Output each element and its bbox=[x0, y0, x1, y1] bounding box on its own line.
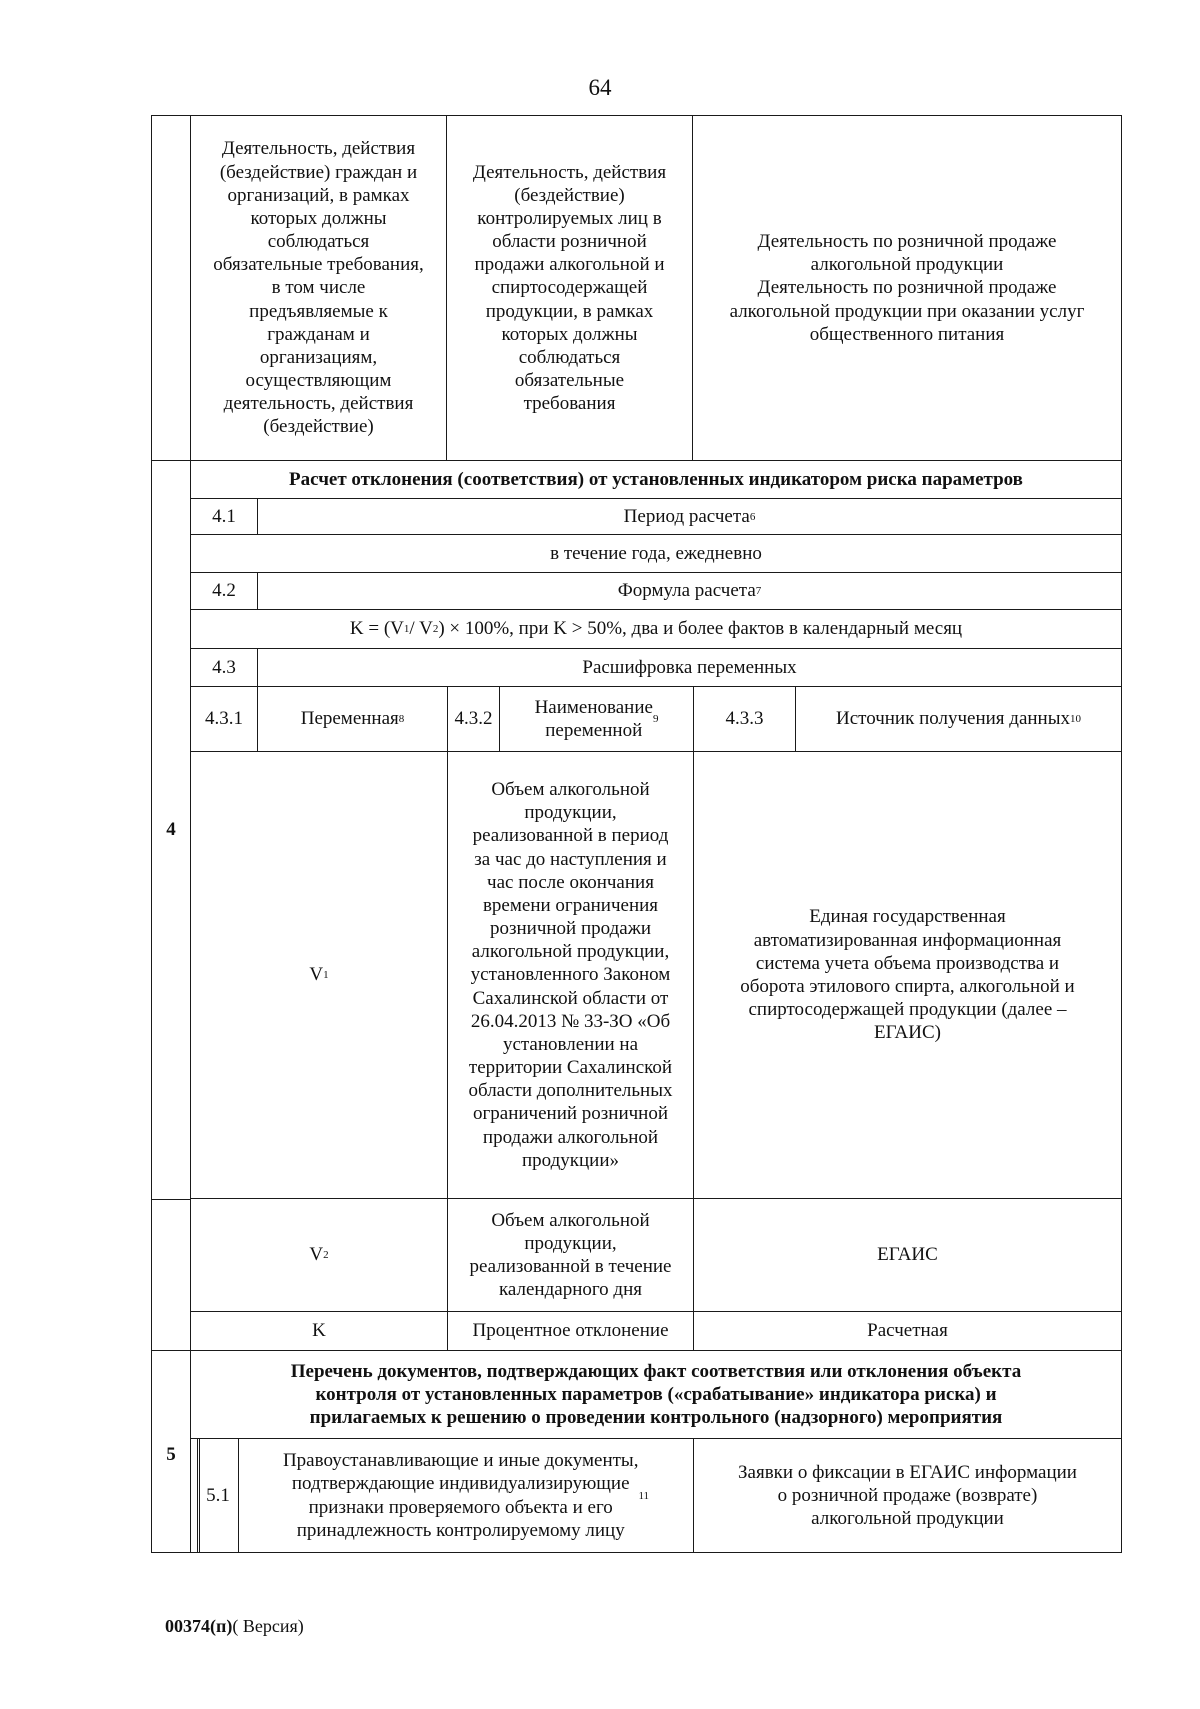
s41-value: в течение года, ежедневно bbox=[190, 534, 1122, 573]
activity-types-cell: Деятельность по розничной продаже алкогольной продукции Деятельность по розничной продаже алкогольной продукции при оказании услуг общественного питания bbox=[692, 115, 1122, 461]
v2-name: V 2 bbox=[190, 1198, 448, 1312]
h432-number: 4.3.2 bbox=[447, 686, 500, 752]
h431-label-text: Переменная bbox=[300, 708, 399, 730]
section5-number-text: 5 bbox=[166, 1444, 176, 1465]
v1-description: Объем алкогольной продукции, реализованной в период за час до наступления и час после окончания времени ограничения розничной продажи алкогольной продукции, установленного Законом Сахалинской области от 26.04.2013 № 33-ЗО «Об установлении на территории Сахалинской области дополнительных ограничений розничной продажи алкогольной продукции» bbox=[447, 751, 694, 1199]
v1-source: Единая государственная автоматизированная информационная система учета объема производства и оборота этилового спирта, алкогольной и спиртосодержащей продукции (далее – ЕГАИС) bbox=[693, 751, 1122, 1199]
h432-label-text: Наименование переменной bbox=[534, 696, 653, 741]
formula-rest: ) × 100%, при K > 50%, два и более фактов в календарный месяц bbox=[438, 618, 963, 640]
h433-number: 4.3.3 bbox=[693, 686, 796, 752]
h431-number: 4.3.1 bbox=[190, 686, 258, 752]
document-footer bbox=[165, 1616, 304, 1638]
section4-title: Расчет отклонения (соответствия) от установленных индикатором риска параметров bbox=[190, 460, 1122, 499]
s42-label-text: Формула расчета bbox=[617, 580, 756, 602]
s41-label: Период расчета 6 bbox=[257, 498, 1122, 535]
v2-name-text: V bbox=[309, 1244, 324, 1266]
k-source: Расчетная bbox=[693, 1311, 1122, 1351]
h433-label: Источник получения данных 10 bbox=[795, 686, 1122, 752]
k-name: K bbox=[190, 1311, 448, 1351]
top-row-number-cell bbox=[151, 115, 191, 461]
s42-number: 4.2 bbox=[190, 572, 258, 610]
s51-documents-text: Правоустанавливающие и иные документы, подтверждающие индивидуализирующие признаки проверяемого объекта и его принадлежность контролируемому лицу bbox=[282, 1450, 639, 1541]
document-version: ( Версия) bbox=[232, 1616, 304, 1636]
s51-documents: Правоустанавливающие и иные документы, подтверждающие индивидуализирующие признаки проверяемого объекта и его принадлежность контролируемому лицу 11 bbox=[238, 1438, 694, 1553]
section5-number bbox=[151, 1350, 191, 1553]
s42-label: Формула расчета 7 bbox=[257, 572, 1122, 610]
s43-number: 4.3 bbox=[190, 648, 258, 687]
section4-number-lower bbox=[151, 1199, 191, 1351]
v1-name: V 1 bbox=[190, 751, 448, 1199]
s41-label-text: Период расчета bbox=[623, 505, 750, 527]
section5-title: Перечень документов, подтверждающих факт соответствия или отклонения объекта контроля от установленных параметров («срабатывание» индикатора риска) и прилагаемых к решению о проведении контрольного (надзорного) мероприятия bbox=[190, 1350, 1122, 1439]
k-description: Процентное отклонение bbox=[447, 1311, 694, 1351]
h433-label-text: Источник получения данных bbox=[835, 708, 1070, 730]
s51-requests: Заявки о фиксации в ЕГАИС информации о розничной продаже (возврате) алкогольной продукции bbox=[693, 1438, 1122, 1553]
s43-label: Расшифровка переменных bbox=[257, 648, 1122, 687]
h431-label: Переменная 8 bbox=[257, 686, 448, 752]
formula-mid: / V bbox=[409, 618, 433, 640]
h432-label: Наименование переменной 9 bbox=[499, 686, 694, 752]
page-number: 64 bbox=[588, 75, 612, 100]
document-code: 00374(п) bbox=[165, 1616, 233, 1636]
s41-number: 4.1 bbox=[190, 498, 258, 535]
v2-source: ЕГАИС bbox=[693, 1198, 1122, 1312]
section4-number: 4 bbox=[151, 460, 191, 1200]
formula-k: K = (V bbox=[349, 618, 404, 640]
v2-description: Объем алкогольной продукции, реализованной в течение календарного дня bbox=[447, 1198, 694, 1312]
formula-cell: K = (V 1 / V 2 ) × 100%, при K > 50%, два и более фактов в календарный месяц bbox=[190, 609, 1122, 649]
s51-number: 5.1 bbox=[197, 1438, 239, 1553]
activity-controlled-cell: Деятельность, действия (бездействие) контролируемых лиц в области розничной продажи алкогольной и спиртосодержащей продукции, в рамках которых должны соблюдаться обязательные требования bbox=[446, 115, 693, 461]
activity-general-cell: Деятельность, действия (бездействие) граждан и организаций, в рамках которых должны соблюдаться обязательные требования, в том числе предъявляемые к гражданам и организациям, осуществляющим деятельность, действия (бездействие) bbox=[190, 115, 447, 461]
v1-name-text: V bbox=[309, 964, 324, 986]
